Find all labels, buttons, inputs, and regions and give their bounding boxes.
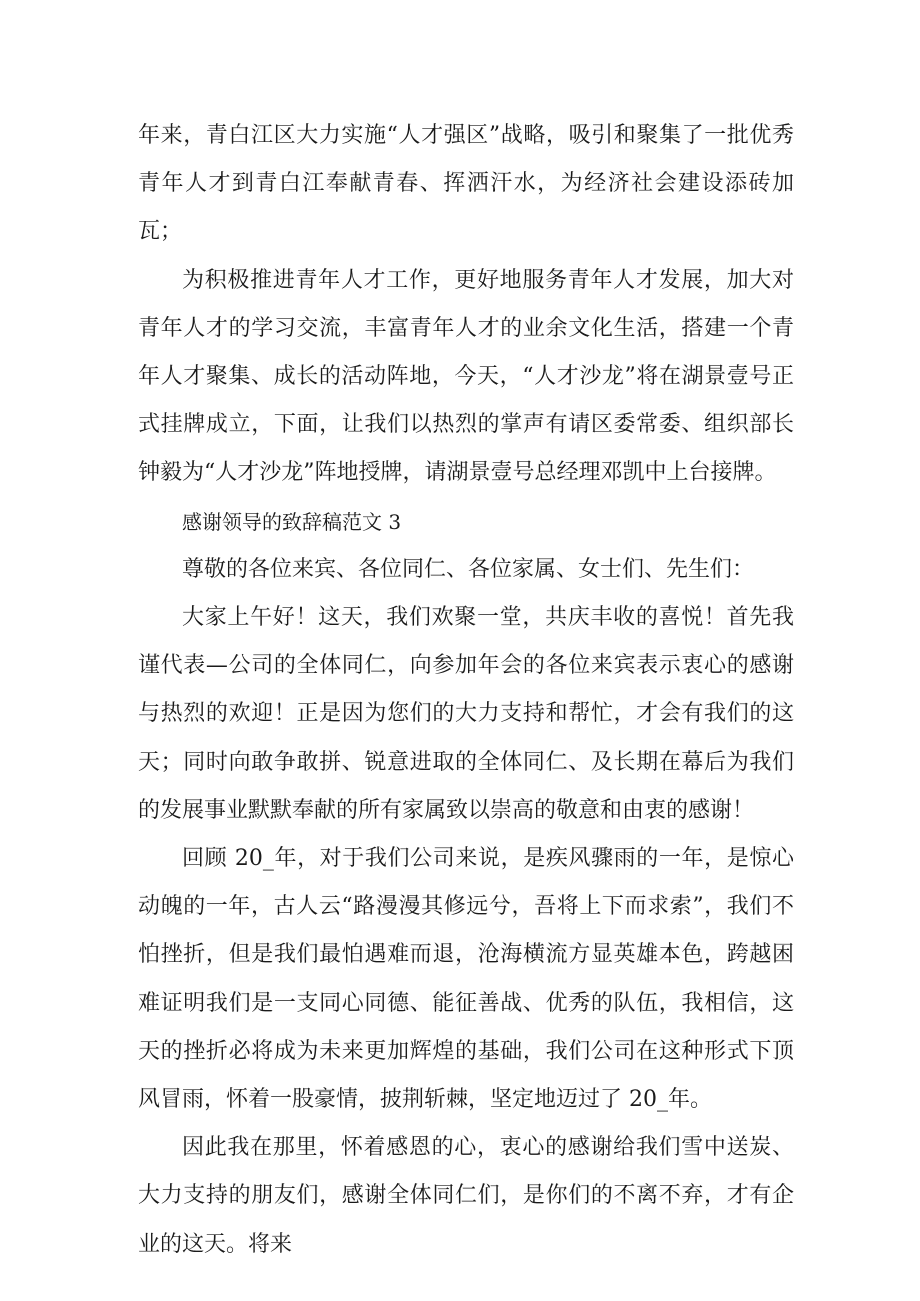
paragraph-greeting: 大家上午好！这天，我们欢聚一堂，共庆丰收的喜悦！首先我谨代表—公司的全体同仁，向参加年会的各位来宾表示衷心的感谢与热烈的欢迎！正是因为您们的大力支持和帮忙，才会有我们的这天；同时向敢争敢拼、锐意进取的全体同仁、及长期在幕后为我们的发展事业默默奉献的所有家属致以崇高的敬意和由衷的感谢！ <box>138 605 794 823</box>
paragraph-intro-continuation: 年来，青白江区大力实施“人才强区”战略，吸引和聚集了一批优秀青年人才到青白江奉献青春、挥洒汗水，为经济社会建设添砖加瓦； <box>138 123 794 245</box>
paragraph-review: 回顾 20_年，对于我们公司来说，是疾风骤雨的一年，是惊心动魄的一年，古人云“路漫漫其修远兮，吾将上下而求索”，我们不怕挫折，但是我们最怕遇难而退，沧海横流方显英雄本色，跨越困难证明我们是一支同心同德、能征善战、优秀的队伍，我相信，这天的挫折必将成为未来更加辉煌的基础，我们公司在这种形式下顶风冒雨，怀着一股豪情，披荆斩棘，坚定地迈过了 20_年。 <box>138 846 794 1113</box>
paragraph-gratitude: 因此我在那里，怀着感恩的心，衷心的感谢给我们雪中送炭、大力支持的朋友们，感谢全体同仁们，是你们的不离不弃，才有企业的这天。将来 <box>138 1135 794 1257</box>
document-body <box>138 112 794 1269</box>
paragraph-salutation: 尊敬的各位来宾、各位同仁、各位家属、女士们、先生们： <box>182 556 755 582</box>
section-heading: 感谢领导的致辞稿范文 3 <box>182 509 402 534</box>
paragraph-talent-salon: 为积极推进青年人才工作，更好地服务青年人才发展，加大对青年人才的学习交流，丰富青年人才的业余文化生活，搭建一个青年人才聚集、成长的活动阵地，今天，“人才沙龙”将在湖景壹号正式挂牌成立，下面，让我们以热烈的掌声有请区委常委、组织部长钟毅为“人才沙龙”阵地授牌，请湖景壹号总经理邓凯中上台接牌。 <box>138 267 794 486</box>
